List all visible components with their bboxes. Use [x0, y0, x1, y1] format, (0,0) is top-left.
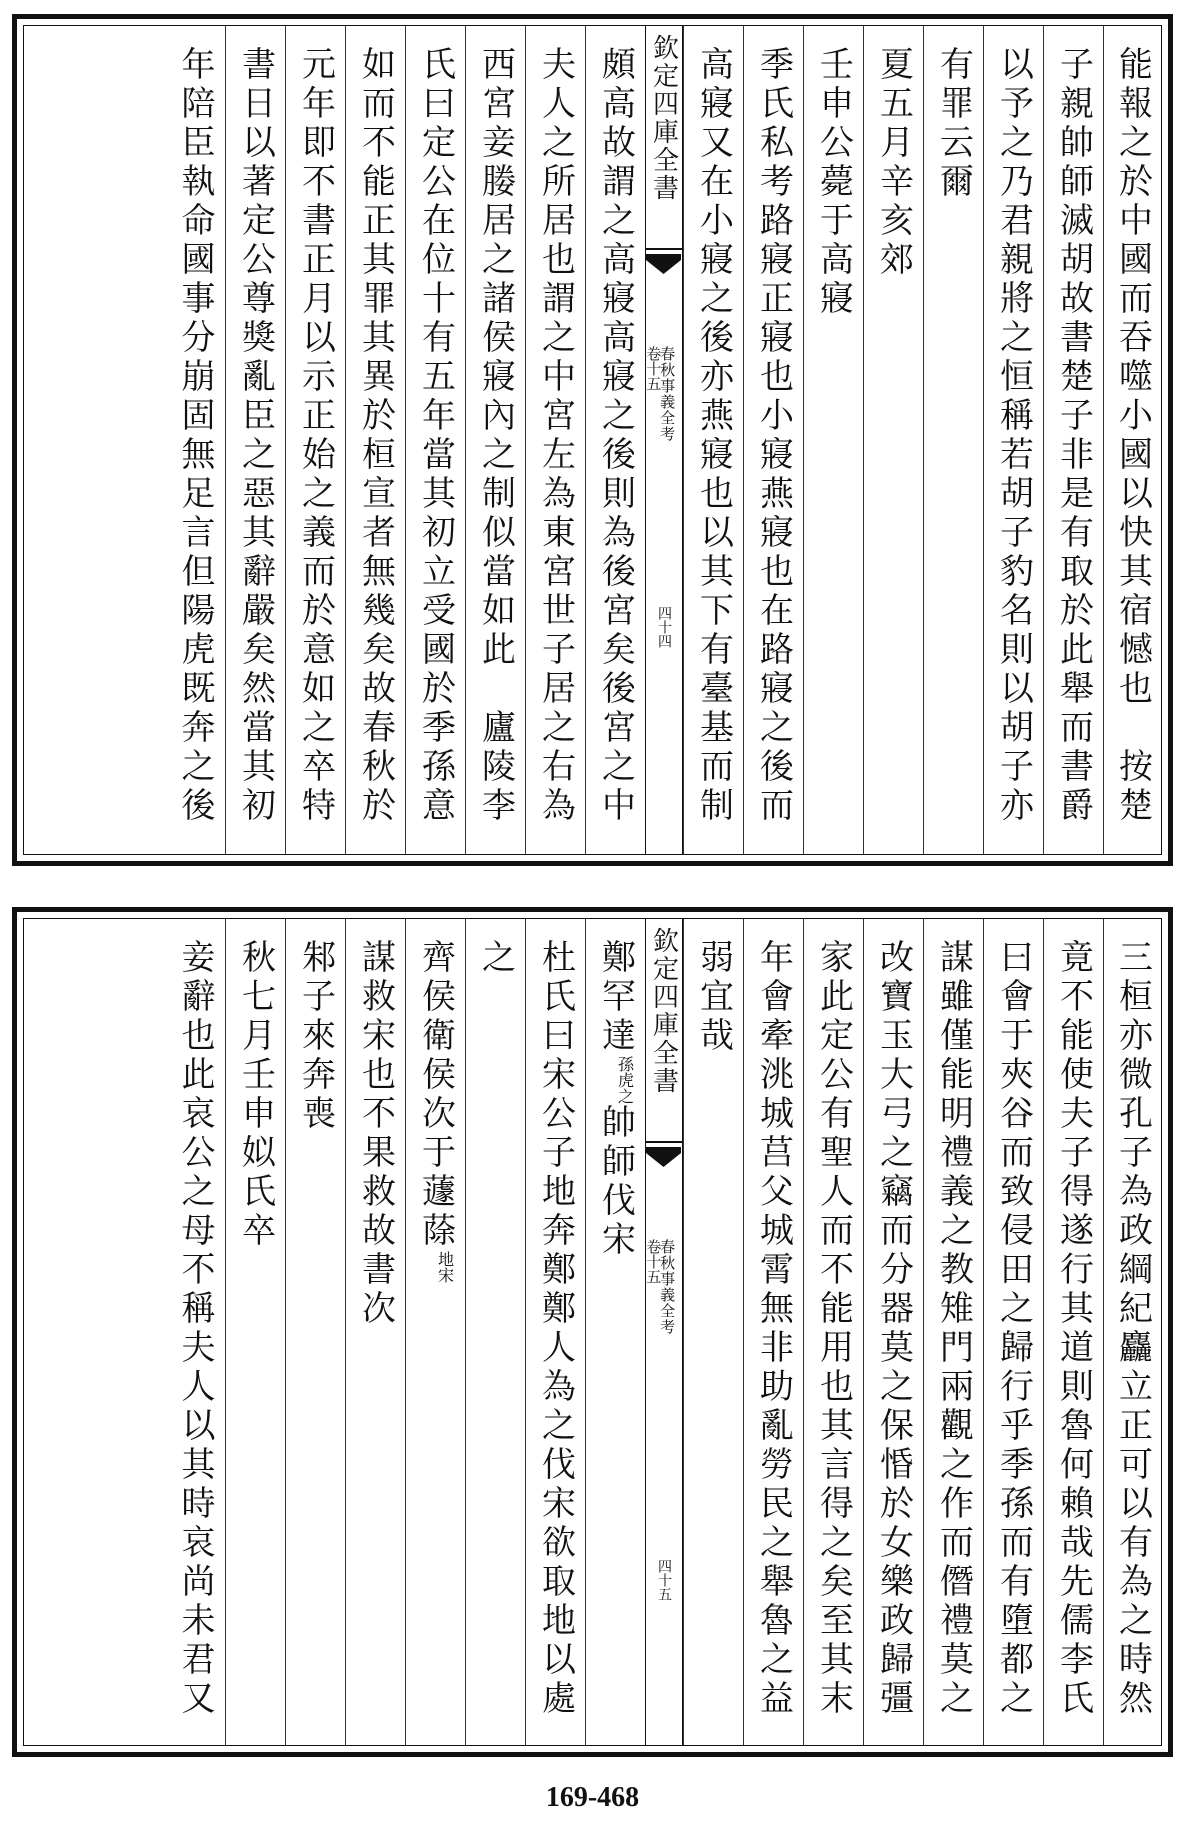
column-text: 年會牽洮城莒父城霄無非助亂勞民之舉魯之益: [753, 939, 794, 1719]
column-text: 以予之乃君親將之恒稱若胡子豹名則以胡子亦: [993, 46, 1034, 826]
main-text: 帥師伐宋: [595, 1104, 636, 1260]
column-text: [415, 919, 456, 1283]
text-column: [345, 26, 405, 854]
text-column: [983, 919, 1043, 1745]
interlinear-note: [437, 1251, 453, 1283]
column-text: 頗高故謂之高寢高寢之後則為後宮矣後宮之中: [595, 46, 636, 826]
column-text: 壬申公薨于高寢: [813, 46, 854, 319]
column-text: 有罪云爾: [933, 46, 974, 202]
column-text: 年陪臣執命國事分崩固無足言但陽虎既奔之後: [175, 46, 215, 826]
text-column: [743, 919, 803, 1745]
column-text: 邾子來奔喪: [295, 939, 336, 1134]
text-column: [585, 919, 645, 1745]
column-text: 西宮妾媵居之諸侯寢內之制似當如此 廬陵李: [475, 46, 516, 826]
main-text: 鄭罕達: [595, 939, 636, 1056]
text-column: [1103, 919, 1161, 1745]
text-column: [683, 919, 743, 1745]
note-right: 虎之: [615, 1072, 635, 1104]
bottom-page: [12, 907, 1173, 1757]
column-text: 之: [475, 939, 516, 978]
center-gutter: [645, 919, 683, 1745]
top-page-frame: [23, 25, 1162, 855]
text-column: [1043, 919, 1103, 1745]
text-column: [863, 26, 923, 854]
column-text: 元年即不書正月以示正始之義而於意如之卒特: [295, 46, 336, 826]
column-text: 夏五月辛亥郊: [873, 46, 914, 280]
column-text: 季氏私考路寢正寢也小寢燕寢也在路寢之後而: [753, 46, 794, 826]
text-column: [983, 26, 1043, 854]
column-text: 秋七月壬申姒氏卒: [235, 939, 276, 1251]
note-left: 地: [435, 1251, 455, 1267]
gutter-leaf-number: 四十五: [656, 1559, 672, 1601]
column-text: 氏曰定公在位十有五年當其初立受國於季孫意: [415, 46, 456, 826]
column-text: 書日以著定公尊獎亂臣之惡其辭嚴矣然當其初: [235, 46, 276, 826]
column-text: 高寢又在小寢之後亦燕寢也以其下有臺基而制: [693, 46, 734, 826]
gutter-book-name: 春秋事義全考: [658, 1239, 677, 1335]
text-column: [525, 919, 585, 1745]
gutter-title: 欽定四庫全書: [648, 34, 679, 202]
bottom-page-frame: [23, 918, 1162, 1746]
column-text: 竟不能使夫子得遂行其道則魯何賴哉先儒李氏: [1053, 939, 1094, 1719]
text-column: [863, 919, 923, 1745]
top-page: [12, 14, 1173, 866]
text-column: [465, 26, 525, 854]
text-column: [285, 919, 345, 1745]
gutter-leaf-number: 四十四: [656, 606, 672, 648]
text-column: [405, 919, 465, 1745]
text-column: [165, 919, 225, 1745]
fish-tail-icon: [646, 254, 681, 276]
text-column: [585, 26, 645, 854]
column-text: 弱宜哉: [693, 939, 734, 1056]
text-column: [803, 26, 863, 854]
text-column: [345, 919, 405, 1745]
column-text: 能報之於中國而吞噬小國以快其宿憾也 按楚: [1112, 46, 1153, 826]
divider: [646, 1141, 682, 1143]
note-left: 孫: [615, 1056, 635, 1072]
column-text: 謀雖僅能明禮義之教雉門兩觀之作而僭禮莫之: [933, 939, 974, 1719]
column-text: 子親帥師滅胡故書楚子非是有取於此舉而書爵: [1053, 46, 1094, 826]
text-column: [405, 26, 465, 854]
page-number: 169-468: [545, 1782, 640, 1813]
text-column: [683, 26, 743, 854]
note-right: 宋: [435, 1267, 455, 1283]
column-text: 杜氏曰宋公子地奔鄭鄭人為之伐宋欲取地以處: [535, 939, 576, 1719]
column-text: 改寶玉大弓之竊而分器莫之保惛於女樂政歸彊: [873, 939, 914, 1719]
gutter-volume: 卷十五: [644, 346, 663, 391]
column-text: 妾辭也此哀公之母不稱夫人以其時哀尚未君又: [175, 939, 215, 1719]
divider: [646, 248, 682, 250]
gutter-volume: 卷十五: [644, 1239, 663, 1284]
column-text: 如而不能正其罪其異於桓宣者無幾矣故春秋於: [355, 46, 396, 826]
text-column: [803, 919, 863, 1745]
text-column: [525, 26, 585, 854]
text-column: [1103, 26, 1161, 854]
center-gutter: [645, 26, 683, 854]
text-column: [225, 919, 285, 1745]
column-text: 家此定公有聖人而不能用也其言得之矣至其末: [813, 939, 854, 1719]
column-text: 曰會于夾谷而致侵田之歸行乎季孫而有墮都之: [993, 939, 1034, 1719]
text-column: [923, 26, 983, 854]
text-column: [465, 919, 525, 1745]
column-text: [595, 919, 636, 1260]
gutter-book-name: 春秋事義全考: [658, 346, 677, 442]
interlinear-note: [617, 1056, 633, 1104]
text-column: [285, 26, 345, 854]
text-column: [225, 26, 285, 854]
text-column: [743, 26, 803, 854]
text-column: [165, 26, 225, 854]
gutter-title: 欽定四庫全書: [648, 927, 679, 1095]
column-text: 夫人之所居也謂之中宮左為東宮世子居之右為: [535, 46, 576, 826]
column-text: 謀救宋也不果救故書次: [355, 939, 396, 1329]
fish-tail-icon: [646, 1147, 681, 1169]
text-column: [923, 919, 983, 1745]
column-text: 三桓亦微孔子為政綱紀麤立正可以有為之時然: [1112, 939, 1153, 1719]
text-column: [1043, 26, 1103, 854]
main-text: 齊侯衛侯次于蘧蒢: [415, 939, 456, 1251]
